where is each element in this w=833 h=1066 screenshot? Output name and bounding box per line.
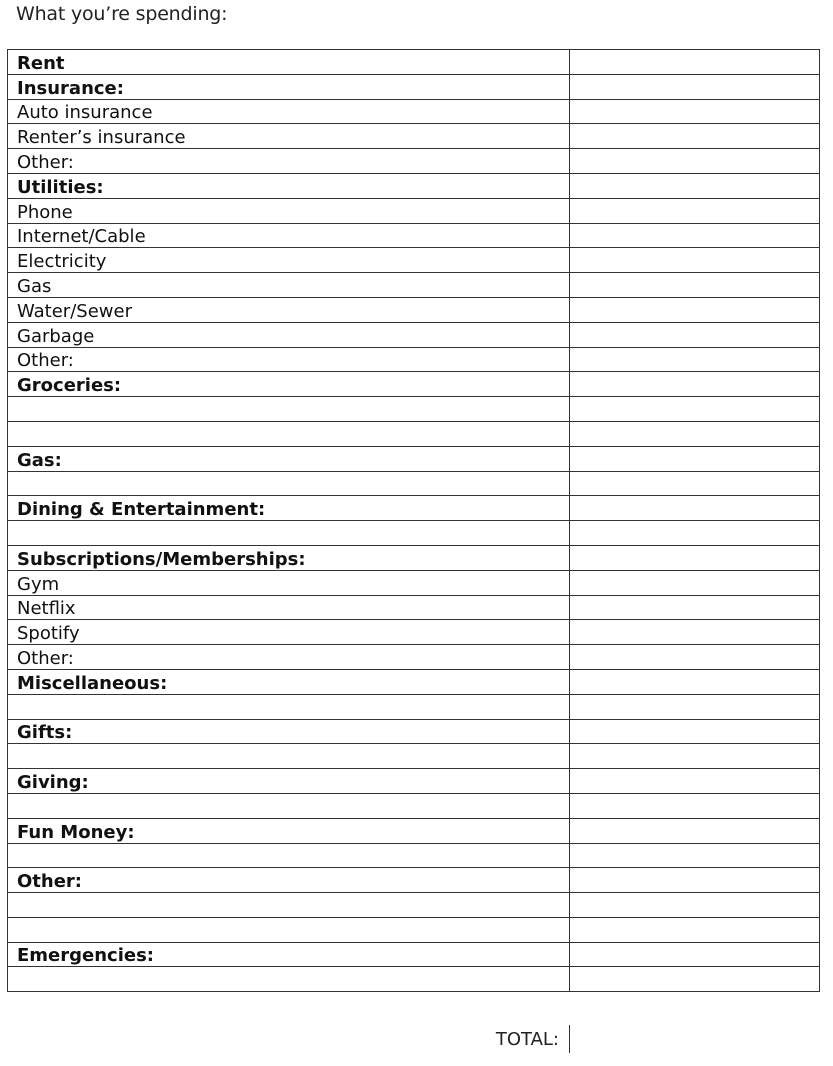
category-label: Gifts: [8,719,570,744]
spending-row [8,769,820,794]
total-row [0,1025,833,1053]
spending-row [8,793,820,818]
spending-row [8,942,820,967]
amount-field[interactable] [570,248,820,273]
category-label: Gas: [8,446,570,471]
amount-field[interactable] [570,297,820,322]
category-label: Groceries: [8,372,570,397]
spending-row [8,620,820,645]
spending-row [8,471,820,496]
amount-field[interactable] [570,893,820,918]
category-label: Phone [8,198,570,223]
amount-field[interactable] [570,545,820,570]
spending-row [8,273,820,298]
amount-field[interactable] [570,669,820,694]
category-label: Auto insurance [8,99,570,124]
category-label: Other: [8,347,570,372]
category-label: Renter’s insurance [8,124,570,149]
blank-category-field[interactable] [8,397,570,422]
category-label: Gas [8,273,570,298]
blank-category-field[interactable] [8,793,570,818]
spending-row [8,719,820,744]
spending-row [8,570,820,595]
amount-field[interactable] [570,173,820,198]
amount-field[interactable] [570,446,820,471]
spending-row [8,173,820,198]
category-label: Internet/Cable [8,223,570,248]
spending-row [8,397,820,422]
spending-row [8,744,820,769]
amount-field[interactable] [570,50,820,75]
blank-category-field[interactable] [8,917,570,942]
category-label: Other: [8,868,570,893]
spending-row [8,297,820,322]
blank-category-field[interactable] [8,893,570,918]
spending-row [8,248,820,273]
spending-row [8,50,820,75]
spending-row [8,74,820,99]
amount-field[interactable] [570,719,820,744]
spending-table [7,49,820,992]
amount-field[interactable] [570,124,820,149]
spending-table-body [8,50,820,992]
category-label: Emergencies: [8,942,570,967]
category-label: Garbage [8,322,570,347]
category-label: Insurance: [8,74,570,99]
spending-row [8,818,820,843]
amount-field[interactable] [570,347,820,372]
amount-field[interactable] [570,273,820,298]
spending-row [8,372,820,397]
amount-field[interactable] [570,496,820,521]
category-label: Dining & Entertainment: [8,496,570,521]
category-label: Fun Money: [8,818,570,843]
spending-row [8,694,820,719]
blank-category-field[interactable] [8,694,570,719]
category-label: Subscriptions/Memberships: [8,545,570,570]
spending-row [8,917,820,942]
blank-category-field[interactable] [8,843,570,868]
amount-field[interactable] [570,322,820,347]
spending-row [8,496,820,521]
blank-category-field[interactable] [8,967,570,992]
amount-field[interactable] [570,769,820,794]
spending-row [8,669,820,694]
amount-field[interactable] [570,372,820,397]
amount-field[interactable] [570,521,820,546]
spending-row [8,99,820,124]
category-label: Rent [8,50,570,75]
spending-row [8,967,820,992]
amount-field[interactable] [570,99,820,124]
spending-row [8,545,820,570]
spending-row [8,223,820,248]
amount-field[interactable] [570,694,820,719]
spending-row [8,124,820,149]
total-amount-field[interactable] [569,1025,818,1053]
category-label: Spotify [8,620,570,645]
blank-category-field[interactable] [8,521,570,546]
spending-row [8,149,820,174]
category-label: Giving: [8,769,570,794]
category-label: Miscellaneous: [8,669,570,694]
total-label: TOTAL: [495,1029,559,1050]
amount-field[interactable] [570,620,820,645]
amount-field[interactable] [570,744,820,769]
amount-field[interactable] [570,198,820,223]
category-label: Electricity [8,248,570,273]
amount-field[interactable] [570,793,820,818]
amount-field[interactable] [570,570,820,595]
spending-row [8,322,820,347]
amount-field[interactable] [570,223,820,248]
spending-row [8,347,820,372]
amount-field[interactable] [570,149,820,174]
amount-field[interactable] [570,942,820,967]
amount-field[interactable] [570,595,820,620]
amount-field[interactable] [570,421,820,446]
page-heading: What you’re spending: [16,3,228,25]
spending-row [8,446,820,471]
category-label: Gym [8,570,570,595]
spending-row [8,843,820,868]
amount-field[interactable] [570,74,820,99]
category-label: Other: [8,149,570,174]
category-label: Utilities: [8,173,570,198]
amount-field[interactable] [570,471,820,496]
spending-row [8,521,820,546]
amount-field[interactable] [570,868,820,893]
spending-row [8,868,820,893]
amount-field[interactable] [570,917,820,942]
spending-row [8,645,820,670]
blank-category-field[interactable] [8,421,570,446]
spending-row [8,893,820,918]
amount-field[interactable] [570,397,820,422]
blank-category-field[interactable] [8,471,570,496]
spending-row [8,595,820,620]
amount-field[interactable] [570,818,820,843]
amount-field[interactable] [570,843,820,868]
amount-field[interactable] [570,967,820,992]
category-label: Netflix [8,595,570,620]
category-label: Water/Sewer [8,297,570,322]
blank-category-field[interactable] [8,744,570,769]
spending-row [8,421,820,446]
spending-row [8,198,820,223]
category-label: Other: [8,645,570,670]
amount-field[interactable] [570,645,820,670]
